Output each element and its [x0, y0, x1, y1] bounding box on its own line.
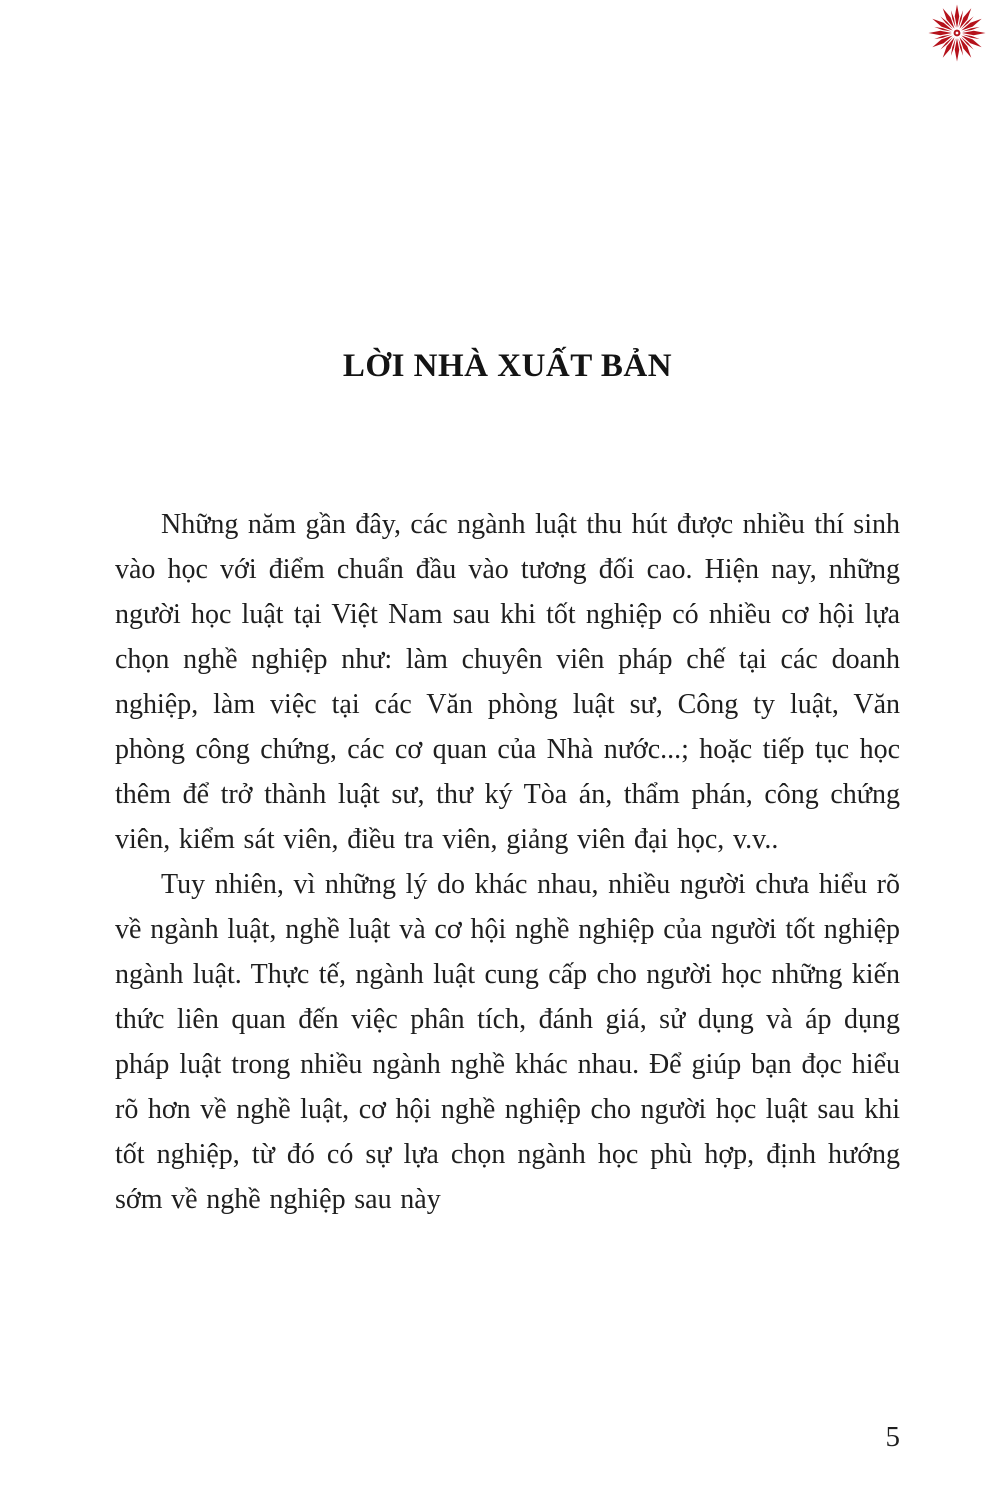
paragraph-2: Tuy nhiên, vì những lý do khác nhau, nhiều người chưa hiểu rõ về ngành luật, nghề luật và cơ hội nghề nghiệp của người tốt nghiệp ngành luật. Thực tế, ngành luật cung cấp cho người học những kiến thức liên quan đến việc phân tích, đánh giá, sử dụng và áp dụng pháp luật trong nhiều ngành nghề khác nhau. Để giúp bạn đọc hiểu rõ hơn về nghề luật, cơ hội nghề nghiệp cho người học luật sau khi tốt nghiệp, từ đó có sự lựa chọn ngành học phù hợp, định hướng sớm về nghề nghiệp sau này — [115, 868, 900, 1215]
publisher-logo-icon — [926, 2, 988, 64]
page-body — [0, 502, 1000, 1222]
paragraph-1: Những năm gần đây, các ngành luật thu hút được nhiều thí sinh vào học với điểm chuẩn đầu vào tương đối cao. Hiện nay, những người học luật tại Việt Nam sau khi tốt nghiệp có nhiều cơ hội lựa chọn nghề nghiệp như: làm chuyên viên pháp chế tại các doanh nghiệp, làm việc tại các Văn phòng luật sư, Công ty luật, Văn phòng công chứng, các cơ quan của Nhà nước...; hoặc tiếp tục học thêm để trở thành luật sư, thư ký Tòa án, thẩm phán, công chứng viên, kiểm sát viên, điều tra viên, giảng viên đại học, v.v.. — [115, 508, 900, 855]
page-title: LỜI NHÀ XUẤT BẢN — [342, 348, 673, 384]
page-number: 5 — [885, 1421, 900, 1453]
